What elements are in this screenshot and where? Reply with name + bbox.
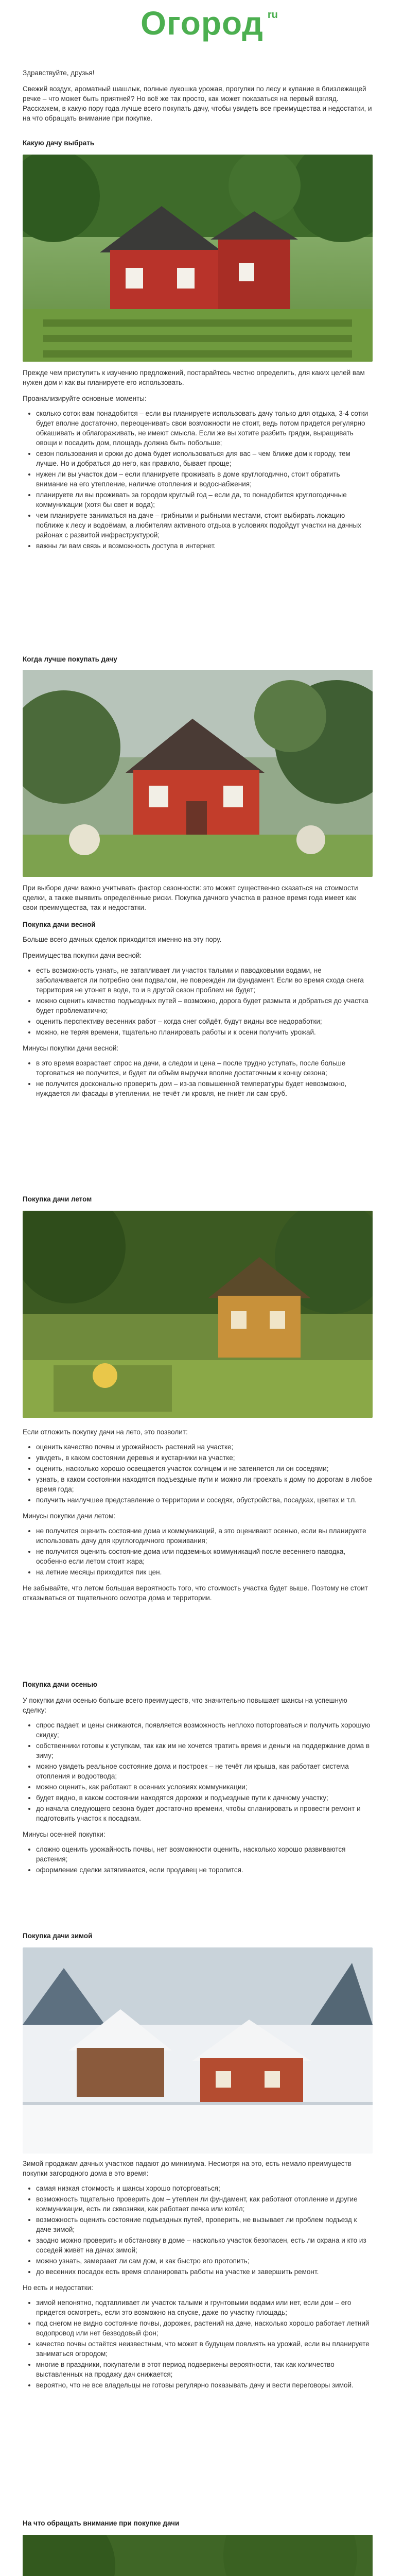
summer-cons-intro: Минусы покупки дачи летом: [23, 1512, 116, 1520]
section-title-summer [23, 1194, 373, 1204]
winter-intro: Зимой продажам дачных участков падают до минимума. Несмотря на это, есть немало преимуществ покупки загородного дома в это время: [23, 2160, 352, 2177]
list-item: • важны ли вам связь и возможность доступа в интернет. [36, 541, 373, 551]
photo-yellow-house-summer-svg [23, 1211, 373, 1418]
list-item: • под снегом не видно состояние почвы, дорожек, растений на даче, насколько хорошо работает летний водопровод или нет безводовый фон; [36, 2318, 373, 2338]
choose-paragraph-2: Проанализируйте основные моменты: [23, 395, 147, 402]
list-item: • до начала следующего сезона будет достаточно времени, чтобы спланировать и провести ремонт и подготовить участок к посадкам. [36, 1804, 373, 1823]
section-autumn [23, 1680, 373, 1876]
section-heading: Покупка дачи осенью [23, 1681, 98, 1688]
list-item: • можно, не теряя времени, тщательно планировать работы и к осени получить урожай. [36, 1027, 373, 1037]
autumn-intro: У покупки дачи осенью больше всего преимуществ, что значительно повышает шансы на успешную сделку: [23, 1697, 347, 1714]
choose-list [23, 409, 373, 551]
list-item: • можно оценить качество подъездных путей – возможно, дорога будет размыта и добраться до участка будет проблематично; [36, 996, 373, 1015]
list-item: • не получится оценить состояние дома или подземных коммуникаций после весеннего паводка, особенно если летом стоит жара; [36, 1547, 373, 1566]
list-item: • можно узнать, замерзает ли сам дом, и как быстро его протопить; [36, 2256, 373, 2266]
spring-pros-intro: Преимущества покупки дачи весной: [23, 952, 142, 959]
photo-red-house-spring-svg [23, 670, 373, 877]
list-item: • есть возможность узнать, не затапливает ли участок талыми и паводковыми водами, не заболачивается ли потребно они подвалом, не повреждён ли фундамент. Если во время схода снега территория не утонет в воде, то и в другой сезон проблем не будет; [36, 965, 373, 995]
photo-red-house-spring [23, 670, 373, 877]
photo-houses-winter [23, 1947, 373, 2154]
section-heading: Покупка дачи зимой [23, 1932, 93, 1940]
autumn-cons-intro: Минусы осенней покупки: [23, 1831, 106, 1838]
section-title-choose [23, 138, 373, 148]
list-item: • в это время возрастает спрос на дачи, а следом и цена – после трудно уступать, после больше торговаться не получится, и будет ли объём выручки вполне достаточным к концу сезона; [36, 1058, 373, 1078]
list-item: • оценить качество почвы и урожайность растений на участке; [36, 1442, 373, 1452]
list-item: • сезон пользования и сроки до дома будет использоваться для вас – чем ближе дом к городу, тем лучше. Но и добраться до него, как правило, бывает проще; [36, 449, 373, 468]
choose-paragraph-1: Прежде чем приступить к изучению предложений, постарайтесь честно определить, для каких целей вам нужен дом и как вы планируете его использовать. [23, 369, 365, 386]
photo-greenhouse-garden [23, 2535, 373, 2576]
list-item: • не получится оценить состояние дома и коммуникаций, а это оценивают осенью, если вы планируете использовать дачу для круглогодичного проживания; [36, 1526, 373, 1546]
autumn-pros-list [23, 1720, 373, 1823]
section-title-winter [23, 1931, 373, 1941]
list-item: • не получится досконально проверить дом – из-за повышенной температуры будет невозможно, нуждается ли фасады в утеплении, не течёт ли кровля, не гниёт ли сам сруб. [36, 1079, 373, 1098]
list-item: • сколько соток вам понадобится – если вы планируете использовать дачу только для отдыха, 3-4 сотки будет вполне достаточно, переоценивать свои возможности не стоит, ведь потом придется регулярно обкашивать и облагораживать, не имеют смысла. Если же вы хотите разбить грядки, выращивать овощи и посадить дом, площадь должна быть побольше; [36, 409, 373, 448]
spring-paragraph: Больше всего дачных сделок приходится именно на эту пору. [23, 936, 222, 943]
photo-greenhouse-garden-svg [23, 2535, 373, 2576]
section-heading: Какую дачу выбрать [23, 139, 95, 147]
list-item: • многие в праздники, покупатели в этот период подвержены вероятности, так как количество выставленных на продажу дач снижается; [36, 2360, 373, 2379]
list-item: • спрос падает, и цены снижаются, появляется возможность неплохо поторговаться и получить хорошую скидку; [36, 1720, 373, 1740]
section-heading: Когда лучше покупать дачу [23, 655, 117, 663]
section-heading: Покупка дачи летом [23, 1195, 92, 1203]
winter-pros-list [23, 2183, 373, 2277]
list-item: • возможность тщательно проверить дом – утеплен ли фундамент, как работают отопление и другие коммуникации, есть ли сквозняки, как работает печка или котёл; [36, 2194, 373, 2214]
photo-red-house-garden [23, 155, 373, 362]
summer-note: Не забывайте, что летом большая вероятность того, что стоимость участка будет выше. Поэтому не стоит отказываться от тщательного осмотра дома и территории. [23, 1584, 368, 1602]
list-item: • качество почвы остаётся неизвестным, что может в будущем повлиять на урожай, если вы планируете заниматься огородом; [36, 2339, 373, 2359]
section-summer-text [23, 1427, 373, 1603]
list-item: • самая низкая стоимость и шансы хорошо поторговаться; [36, 2183, 373, 2193]
list-item: • возможность оценить состояние подъездных путей, проверить, не вызывает ли проблем подъезд к даче зимой; [36, 2215, 373, 2234]
section-title-attention [23, 2518, 373, 2528]
list-item: • планируете ли вы проживать за городом круглый год – если да, то понадобится круглогодичные коммуникации (хотя бы свет и вода); [36, 490, 373, 510]
winter-cons-list [23, 2298, 373, 2390]
list-item: • оформление сделки затягивается, если продавец не торопится. [36, 1865, 373, 1875]
section-title-when [23, 654, 373, 664]
list-item: • получить наилучшее представление о территории и соседях, обустройства, посадках, цветах и т.п. [36, 1495, 373, 1505]
greeting: Здравствуйте, друзья! [23, 69, 95, 77]
spring-cons-intro: Минусы покупки дачи весной: [23, 1044, 119, 1052]
section-heading: На что обращать внимание при покупке дачи [23, 2519, 180, 2527]
list-item: • вероятно, что не все владельцы не готовы регулярно показывать дачу и вести переговоры зимой. [36, 2380, 373, 2390]
list-item: • оценить перспективу весенних работ – когда снег сойдёт, будут видны все недоработки; [36, 1016, 373, 1026]
header [0, 0, 404, 57]
list-item: • можно оценить, как работают в осенних условиях коммуникации; [36, 1782, 373, 1792]
list-item: • узнать, в каком состоянии находятся подъездные пути и можно ли проехать к дому по дорогам в любое время года; [36, 1475, 373, 1494]
photo-houses-winter-svg [23, 1947, 373, 2154]
list-item: • до весенних посадок есть время спланировать работы на участке и завершить ремонт. [36, 2267, 373, 2277]
summer-pros-intro: Если отложить покупку дачи на лето, это позволит: [23, 1428, 188, 1436]
logo-text: Огород [140, 5, 264, 42]
summer-pros-list [23, 1442, 373, 1505]
section-when-text [23, 883, 373, 1099]
list-item: • увидеть, в каком состоянии деревья и кустарники на участке; [36, 1453, 373, 1463]
winter-cons-intro: Но есть и недостатки: [23, 2284, 93, 2292]
list-item: • сложно оценить урожайность почвы, нет возможности оценить, насколько хорошо развиваются растения; [36, 1844, 373, 1864]
list-item: • на летние месяцы приходится пик цен. [36, 1567, 373, 1577]
intro [23, 68, 373, 123]
summer-cons-list [23, 1526, 373, 1577]
logo-tld: ru [267, 9, 278, 21]
photo-yellow-house-summer [23, 1211, 373, 1418]
list-item: • зимой непонятно, подтапливает ли участок талыми и грунтовыми водами или нет, если дом – его придется осмотреть, если это возможно на спуске, даже по участку площадь; [36, 2298, 373, 2317]
list-item: • нужен ли вы участок дом – если планируете проживать в доме круглогодично, стоит обратить внимание на его утепление, наличие отопления и водоснабжения; [36, 469, 373, 489]
list-item: • собственники готовы к уступкам, так как им не хочется тратить время и деньги на поддержание дома в зиму; [36, 1741, 373, 1760]
list-item: • будет видно, в каком состоянии находятся дорожки и подъездные пути к дачному участку; [36, 1793, 373, 1803]
spring-pros-list [23, 965, 373, 1037]
autumn-cons-list [23, 1844, 373, 1875]
intro-paragraph: Свежий воздух, ароматный шашлык, полные лукошка урожая, прогулки по лесу и купание в близлежащей речке – что может быть приятней? Но всё же так просто, как может показаться на первый взгляд. Расскажем, в какую пору года лучше всего покупать дачу, чтобы увидеть все преимущества и недостатки, и на что обращать внимание при покупке. [23, 85, 372, 122]
spring-cons-list [23, 1058, 373, 1098]
section-choose-text [23, 368, 373, 552]
photo-red-house-garden-svg [23, 155, 373, 362]
when-paragraph-1: При выборе дачи важно учитывать фактор сезонности: это может существенно сказаться на стоимости сделки, а также выявить определённые риски. Покупка дачного участка в разное время года имеет как свои преимущества, так и недостатки. [23, 884, 358, 911]
list-item: • оценить, насколько хорошо освещается участок солнцем и не затеняется ли он соседями; [36, 1464, 373, 1473]
list-item: • чем планируете заниматься на даче – грибными и рыбными местами, стоит выбирать локацию поближе к лесу и водоёмам, а любителям активного отдыха в условиях подойдут участки на дачных районах с развитой инфраструктурой; [36, 511, 373, 540]
logo[interactable] [140, 4, 278, 42]
list-item: • можно увидеть реальное состояние дома и построек – не течёт ли крыша, как работает система отопления и водоотвода; [36, 1761, 373, 1781]
list-item: • заодно можно проверить и обстановку в доме – насколько участок безопасен, есть ли охрана и кто из соседей живёт на дачах зимой; [36, 2235, 373, 2255]
section-winter-text [23, 2159, 373, 2391]
subheading-spring: Покупка дачи весной [23, 921, 96, 928]
